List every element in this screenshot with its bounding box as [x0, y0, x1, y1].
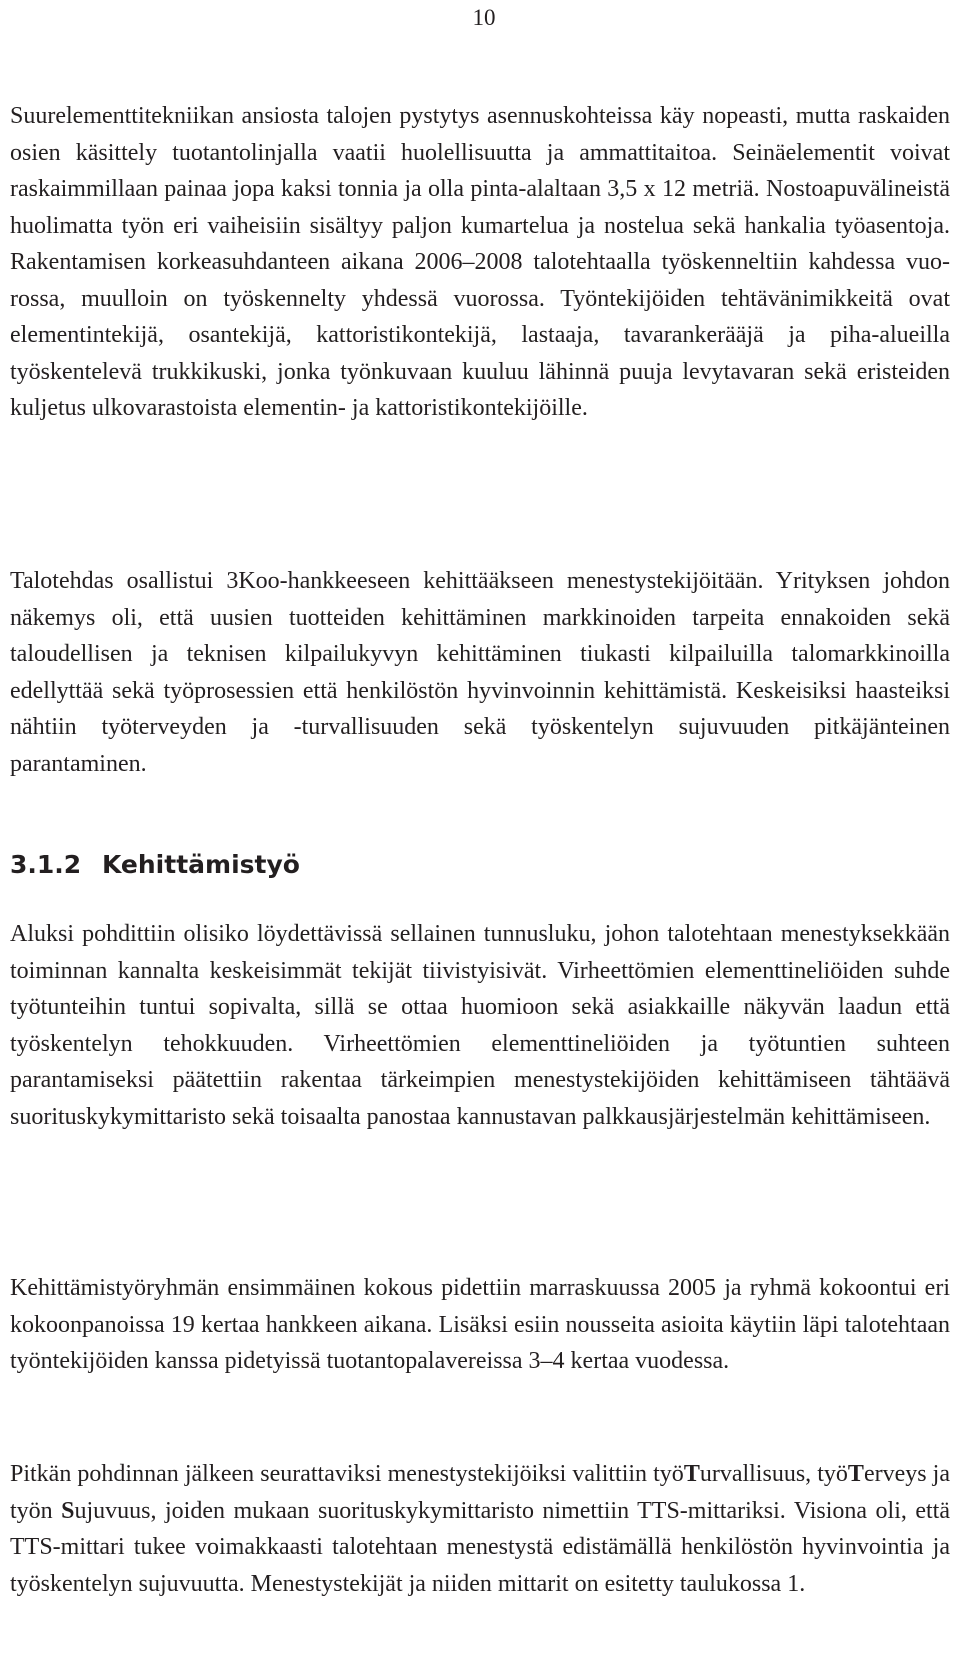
paragraph-working-group: Kehittämistyöryhmän ensimmäinen kokous pidettiin marraskuussa 2005 ja ryhmä kokoontui eri kokoonpanoissa 19 kertaa hankkeen aikana. Lisäksi esiin nousseita asioita käytiin läpi talotehtaan työntekijöiden kanssa pidetyissä tuotantopalavereissa 3–4 kertaa vuodessa.	[10, 1275, 950, 1374]
tts-text-before: Pitkän pohdinnan jälkeen seurattaviksi menestystekijöiksi valittiin työ	[10, 1461, 684, 1487]
paragraph-key-figure: Aluksi pohdittiin olisiko löydettävissä sellainen tunnusluku, johon talotehtaan menestyksekkään toiminnan kannalta keskeisimmät tekijät tiivistyisivät. Virheettömien elementtineliöiden suhde työtunteihin tuntui sopivalta, sillä se ottaa huomioon sekä asiakkaille näkyvän laadun että työskentelyn tehokkuuden. Virheettömien elementtineliöiden ja työtuntien suhteen parantamiseksi päätettiin rakentaa tärkeimpien menestystekijöiden kehittämiseen tähtäävä suorituskykymittaristo sekä toisaalta panostaa kannustavan palkkausjärjestelmän kehittämiseen.	[10, 921, 950, 1130]
section-number: 3.1.2	[10, 850, 82, 879]
page-number: 10	[472, 5, 496, 30]
section-title: Kehittämistyö	[102, 850, 300, 879]
section-heading	[10, 848, 300, 882]
tts-emphasis-t2: T	[847, 1461, 864, 1487]
tts-emphasis-s: S	[61, 1497, 75, 1524]
tts-emphasis-t1: T	[683, 1461, 700, 1487]
tts-text-mid1: urvallisuus, työ	[699, 1461, 848, 1487]
paragraph-3koo-project: Talotehdas osallistui 3Koo-hankkeeseen kehittääkseen menestystekijöitään. Yrityksen johdon näkemys oli, että uusien tuotteiden kehittäminen markkinoiden tarpeita ennakoiden sekä taloudellisen ja teknisen kilpailukyvyn kehittäminen tiukasti kilpailuilla talomarkkinoilla edellyttää sekä työprosessien että henkilöstön hyvinvoinnin kehittämistä. Keskeisiksi haasteiksi nähtiin työterveyden ja -turvallisuuden sekä työskentelyn sujuvuuden pitkäjänteinen parantaminen.	[10, 568, 950, 777]
paragraph-prefab-elements: Suurelementtitekniikan ansiosta talojen pystytys asennuskohteissa käy nopeasti, mutta raskaiden osien käsittely tuotantolinjalla vaatii huolellisuutta ja ammattitaitoa. Seinäelementit voivat raskaimmillaan painaa jopa kaksi tonnia ja olla pinta-alaltaan 3,5 x 12 metriä. Nostoapuvälineistä huolimatta työn eri vaiheisiin sisältyy paljon kumartelua ja nostelua sekä hankalia työasentoja. Rakentamisen korkeasuhdanteen aikana 2006–2008 talotehtaalla työskenneltiin kahdessa vuorossa, muulloin on työskennelty yhdessä vuorossa. Työntekijöiden tehtävänimikkeitä ovat elementintekijä, osantekijä, kattoristikontekijä, lastaaja, tavarankerääjä ja piha-alueilla työskentelevä trukkikuski, jonka työnkuvaan kuuluu lähinnä puuja levytavaran sekä eristeiden kuljetus ulkovarastoista elementin- ja kattoristikontekijöille.	[10, 103, 950, 421]
tts-text-mid2: erveys ja työn	[10, 1461, 950, 1524]
tts-text-after: ujuvuus, joiden mukaan suorituskykymittaristo nimettiin TTS-mittariksi. Visiona oli, että TTS-mittari tukee voimakkaasti talotehtaan menestystä edistämällä henkilöstön hyvinvointia ja työskentelyn sujuvuutta. Menestystekijät ja niiden mittarit on esitetty taulukossa 1.	[10, 1497, 950, 1597]
paragraph-tts-meter	[10, 1456, 950, 1602]
